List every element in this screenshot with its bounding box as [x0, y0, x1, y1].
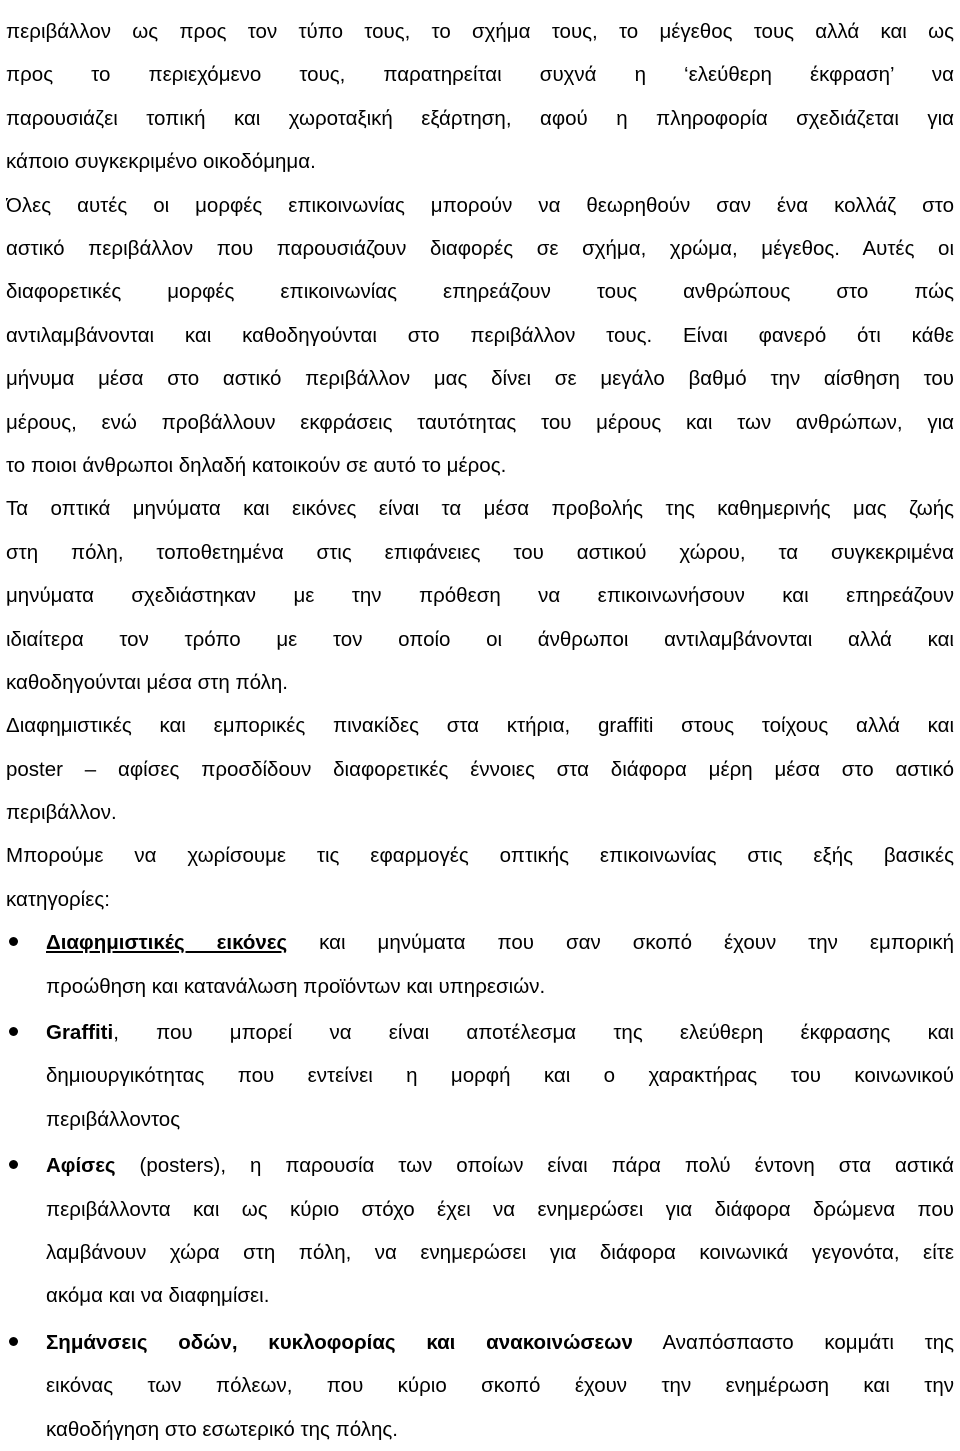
list-item — [6, 1321, 954, 1451]
bullet-icon — [9, 1027, 18, 1036]
category-list — [6, 921, 954, 1451]
text-line: μέρους, ενώ προβάλλουν εκφράσεις ταυτότητας του μέρους και των ανθρώπων, για — [6, 410, 954, 434]
text-line: παρουσιάζει τοπική και χωροταξική εξάρτηση, αφού η πληροφορία σχεδιάζεται για — [6, 106, 954, 130]
paragraph-5 — [6, 834, 954, 921]
text-line: το ποιοι άνθρωποι δηλαδή κατοικούν σε αυτό το μέρος. — [6, 453, 507, 477]
category-term: Σημάνσεις οδών, κυκλοφορίας και ανακοινώσεων — [46, 1330, 633, 1354]
paragraph-2 — [6, 184, 954, 488]
text-line: κάποιο συγκεκριμένο οικοδόμημα. — [6, 150, 316, 174]
text-line: αντιλαμβάνονται και καθοδηγούνται στο περιβάλλον τους. Είναι φανερό ότι κάθε — [6, 323, 954, 347]
category-term: Διαφημιστικές εικόνες — [46, 931, 288, 955]
text-line: στη πόλη, τοποθετημένα στις επιφάνειες του αστικού χώρου, τα συγκεκριμένα — [6, 540, 954, 564]
text-line: ακόμα και να διαφημίσει. — [46, 1284, 270, 1308]
list-item — [6, 921, 954, 1008]
text-line: διαφορετικές μορφές επικοινωνίας επηρεάζουν τους ανθρώπους στο πώς — [6, 280, 954, 304]
text-line: περιβάλλον. — [6, 801, 117, 825]
document-page — [6, 10, 954, 1451]
text-line: Όλες αυτές οι μορφές επικοινωνίας μπορούν να θεωρηθούν σαν ένα κολλάζ στο — [6, 193, 954, 217]
text-line — [46, 1321, 954, 1364]
text-line: περιβάλλον ως προς τον τύπο τους, το σχήμα τους, το μέγεθος τους αλλά και ως — [6, 20, 954, 43]
text-line: μήνυμα μέσα στο αστικό περιβάλλον μας δίνει σε μεγάλο βαθμό την αίσθηση του — [6, 367, 954, 391]
category-text: Αναπόσπαστο κομμάτι της — [632, 1330, 954, 1354]
bullet-icon — [9, 937, 18, 946]
text-line: περιβάλλοντος — [46, 1107, 181, 1131]
paragraph-1 — [6, 10, 954, 184]
text-line: Μπορούμε να χωρίσουμε τις εφαρμογές οπτικής επικοινωνίας στις εξής βασικές — [6, 844, 954, 868]
text-line: δημιουργικότητας που εντείνει η μορφή και ο χαρακτήρας του κοινωνικού — [46, 1064, 954, 1088]
category-term: Graffiti — [46, 1021, 114, 1045]
category-text: , που μπορεί να είναι αποτέλεσμα της ελεύθερη έκφρασης και — [113, 1021, 954, 1045]
text-line: κατηγορίες: — [6, 887, 110, 911]
list-item — [6, 1144, 954, 1318]
category-term: Αφίσες — [46, 1154, 116, 1178]
category-text: (posters), η παρουσία των οποίων είναι πάρα πολύ έντονη στα αστικά — [115, 1154, 954, 1178]
paragraph-4 — [6, 704, 954, 834]
category-text: και μηνύματα που σαν σκοπό έχουν την εμπορική — [287, 931, 954, 955]
text-line: Διαφημιστικές και εμπορικές πινακίδες στα κτήρια, graffiti στους τοίχους αλλά και — [6, 714, 954, 738]
list-item — [6, 1011, 954, 1141]
text-line: προώθηση και κατανάλωση προϊόντων και υπηρεσιών. — [46, 974, 546, 998]
text-line: αστικό περιβάλλον που παρουσιάζουν διαφορές σε σχήμα, χρώμα, μέγεθος. Αυτές οι — [6, 236, 954, 260]
text-line: καθοδήγηση στο εσωτερικό της πόλης. — [46, 1417, 398, 1441]
bullet-icon — [9, 1337, 18, 1346]
text-line: περιβάλλοντα και ως κύριο στόχο έχει να ενημερώσει για διάφορα δρώμενα που — [46, 1197, 954, 1221]
text-line — [46, 921, 954, 964]
text-line: καθοδηγούνται μέσα στη πόλη. — [6, 670, 288, 694]
text-line: ιδιαίτερα τον τρόπο με τον οποίο οι άνθρωποι αντιλαμβάνονται αλλά και — [6, 627, 954, 651]
text-line — [46, 1011, 954, 1054]
text-line — [46, 1144, 954, 1187]
text-line: Τα οπτικά μηνύματα και εικόνες είναι τα μέσα προβολής της καθημερινής μας ζωής — [6, 497, 954, 521]
bullet-icon — [9, 1160, 18, 1169]
text-line: προς το περιεχόμενο τους, παρατηρείται συχνά η ‘ελεύθερη έκφραση’ να — [6, 63, 954, 87]
text-line: λαμβάνουν χώρα στη πόλη, να ενημερώσει για διάφορα κοινωνικά γεγονότα, είτε — [46, 1241, 954, 1265]
text-line: poster – αφίσες προσδίδουν διαφορετικές έννοιες στα διάφορα μέρη μέσα στο αστικό — [6, 757, 954, 781]
paragraph-3 — [6, 487, 954, 704]
text-line: μηνύματα σχεδιάστηκαν με την πρόθεση να επικοινωνήσουν και επηρεάζουν — [6, 584, 954, 608]
text-line: εικόνας των πόλεων, που κύριο σκοπό έχουν την ενημέρωση και την — [46, 1374, 954, 1398]
